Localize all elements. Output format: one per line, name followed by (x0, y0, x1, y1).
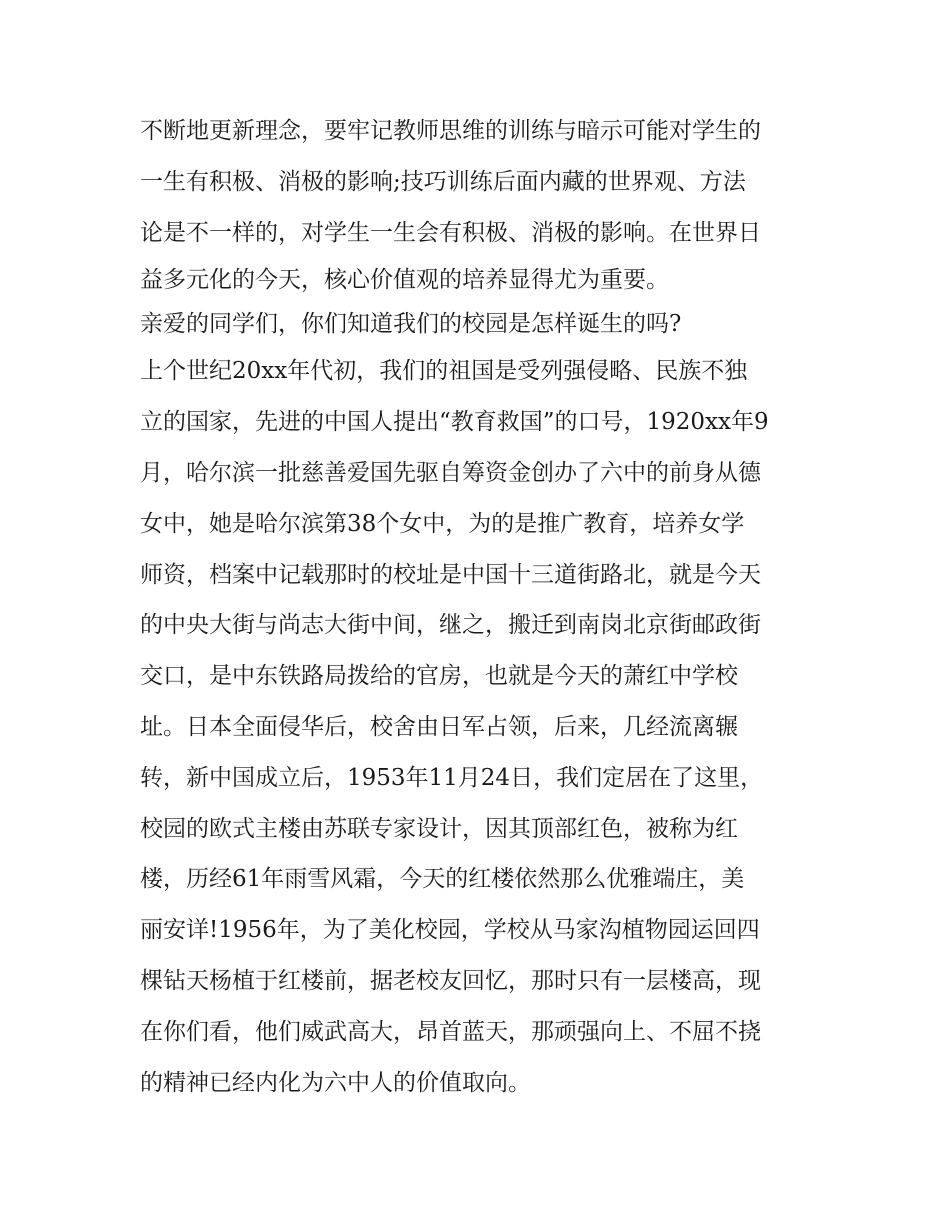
text-line: 论是不一样的，对学生一生会有积极、消极的影响。在世界日 (140, 219, 761, 246)
text-line: 转，新中国成立后，1953年11月24日，我们定居在了这里， (140, 764, 764, 791)
paragraph-question (140, 302, 820, 346)
text-line: 的中央大街与尚志大街中间，继之，搬迁到南岗北京街邮政街 (140, 612, 761, 639)
paragraph-values (140, 106, 820, 302)
text-line: 益多元化的今天，核心价值观的培养显得尤为重要。 (140, 267, 669, 294)
text-line: 不断地更新理念，要牢记教师思维的训练与暗示可能对学生的 (140, 118, 761, 144)
text-line: 校园的欧式主楼由苏联专家设计，因其顶部红色，被称为红 (140, 815, 738, 842)
text-line: 师资，档案中记载那时的校址是中国十三道街路北，就是今天 (140, 561, 761, 588)
text-line: 女中，她是哈尔滨第38个女中，为的是推广教育，培养女学 (140, 510, 745, 537)
document-body (140, 106, 820, 1108)
text-line: 上个世纪20xx年代初，我们的祖国是受列强侵略、民族不独 (140, 358, 748, 385)
text-line: 亲爱的同学们，你们知道我们的校园是怎样诞生的吗? (140, 311, 682, 338)
text-line: 址。日本全面侵华后，校舍由日军占领，后来，几经流离辗 (140, 713, 738, 740)
text-line: 丽安详!1956年，为了美化校园，学校从马家沟植物园运回四 (140, 917, 760, 944)
text-line: 楼，历经61年雨雪风霜，今天的红楼依然那么优雅端庄，美 (140, 866, 745, 893)
paragraph-history (140, 346, 820, 1108)
text-line: 一生有积极、消极的影响;技巧训练后面内藏的世界观、方法 (140, 168, 746, 195)
text-line: 月，哈尔滨一批慈善爱国先驱自筹资金创办了六中的前身从德 (140, 459, 761, 486)
text-line: 棵钻天杨植于红楼前，据老校友回忆，那时只有一层楼高，现 (140, 967, 761, 994)
text-line: 的精神已经内化为六中人的价值取向。 (140, 1069, 531, 1096)
text-line: 立的国家，先进的中国人提出“教育救国”的口号，1920xx年9 (140, 409, 769, 436)
text-line: 交口，是中东铁路局拨给的官房，也就是今天的萧红中学校 (140, 663, 738, 690)
text-line: 在你们看，他们威武高大，昂首蓝天，那顽强向上、不屈不挠 (140, 1018, 761, 1045)
